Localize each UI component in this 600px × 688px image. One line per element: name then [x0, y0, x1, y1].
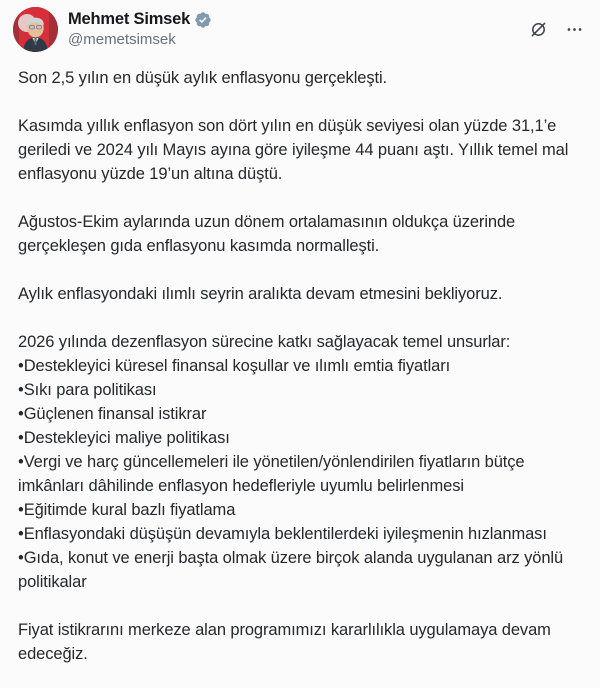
- list-item-text: Gıda, konut ve enerji başta olmak üzere birçok alanda uygulanan arz yönlü politikalar: [18, 549, 564, 591]
- verified-badge-icon: [194, 11, 212, 29]
- bullet-glyph: •: [18, 525, 24, 543]
- tweet-paragraph: Aylık enflasyondaki ılımlı seyrin aralıkta devam etmesini bekliyoruz.: [18, 285, 503, 303]
- list-item: [18, 546, 582, 594]
- tweet-paragraph: Kasımda yıllık enflasyon son dört yılın en düşük seviyesi olan yüzde 31,1’e geriledi ve 2024 yılı Mayıs ayına göre iyileşme 44 puanı aştı. Yıllık temel mal enflasyonu yüzde 19’un altına düştü.: [18, 117, 569, 183]
- list-item-text: Eğitimde kural bazlı fiyatlama: [23, 501, 236, 519]
- list-item-text: Vergi ve harç güncellemeleri ile yönetilen/yönlendirilen fiyatların bütçe imkânları dâhilinde enflasyon hedefleriyle uyumlu belirlenmesi: [18, 453, 525, 495]
- header-actions: [528, 7, 584, 39]
- more-icon[interactable]: [564, 19, 584, 39]
- tweet-text: [0, 58, 600, 666]
- list-item: [18, 426, 582, 450]
- tweet-header: [0, 0, 600, 58]
- list-item: [18, 498, 582, 522]
- list-item-text: Destekleyici maliye politikası: [23, 429, 230, 447]
- bullet-glyph: •: [18, 381, 24, 399]
- user-handle[interactable]: @memetsimsek: [68, 31, 176, 48]
- bullet-glyph: •: [18, 405, 24, 423]
- bullet-glyph: •: [18, 429, 24, 447]
- list-item: [18, 402, 582, 426]
- list-item: [18, 354, 582, 378]
- bullet-list: [18, 330, 582, 594]
- bullet-list-intro: 2026 yılında dezenflasyon sürecine katkı sağlayacak temel unsurlar:: [18, 333, 511, 351]
- avatar[interactable]: [13, 7, 58, 52]
- list-item-text: Destekleyici küresel finansal koşullar ve ılımlı emtia fiyatları: [23, 357, 451, 375]
- name-row: [68, 9, 528, 30]
- list-item: [18, 522, 582, 546]
- list-item-text: Sıkı para politikası: [23, 381, 157, 399]
- display-name[interactable]: Mehmet Simsek: [68, 10, 191, 28]
- list-item: [18, 378, 582, 402]
- bullet-glyph: •: [18, 453, 24, 471]
- bullet-glyph: •: [18, 501, 24, 519]
- avatar-photo-placeholder: [13, 7, 58, 52]
- list-item: [18, 450, 582, 498]
- tweet-paragraph: Ağustos-Ekim aylarında uzun dönem ortalamasının oldukça üzerinde gerçekleşen gıda enflasyonu kasımda normalleşti.: [18, 213, 516, 255]
- list-item-text: Enflasyondaki düşüşün devamıyla beklentilerdeki iyileşmenin hızlanması: [23, 525, 547, 543]
- bullet-glyph: •: [18, 549, 24, 567]
- bullet-glyph: •: [18, 357, 24, 375]
- user-block: [68, 7, 528, 50]
- tweet-closing-paragraph: Fiyat istikrarını merkeze alan programımızı kararlılıkla uygulamaya devam edeceğiz.: [18, 621, 551, 663]
- tweet-paragraph: Son 2,5 yılın en düşük aylık enflasyonu gerçekleşti.: [18, 69, 388, 87]
- list-item-text: Güçlenen finansal istikrar: [23, 405, 207, 423]
- grok-icon[interactable]: [528, 19, 548, 39]
